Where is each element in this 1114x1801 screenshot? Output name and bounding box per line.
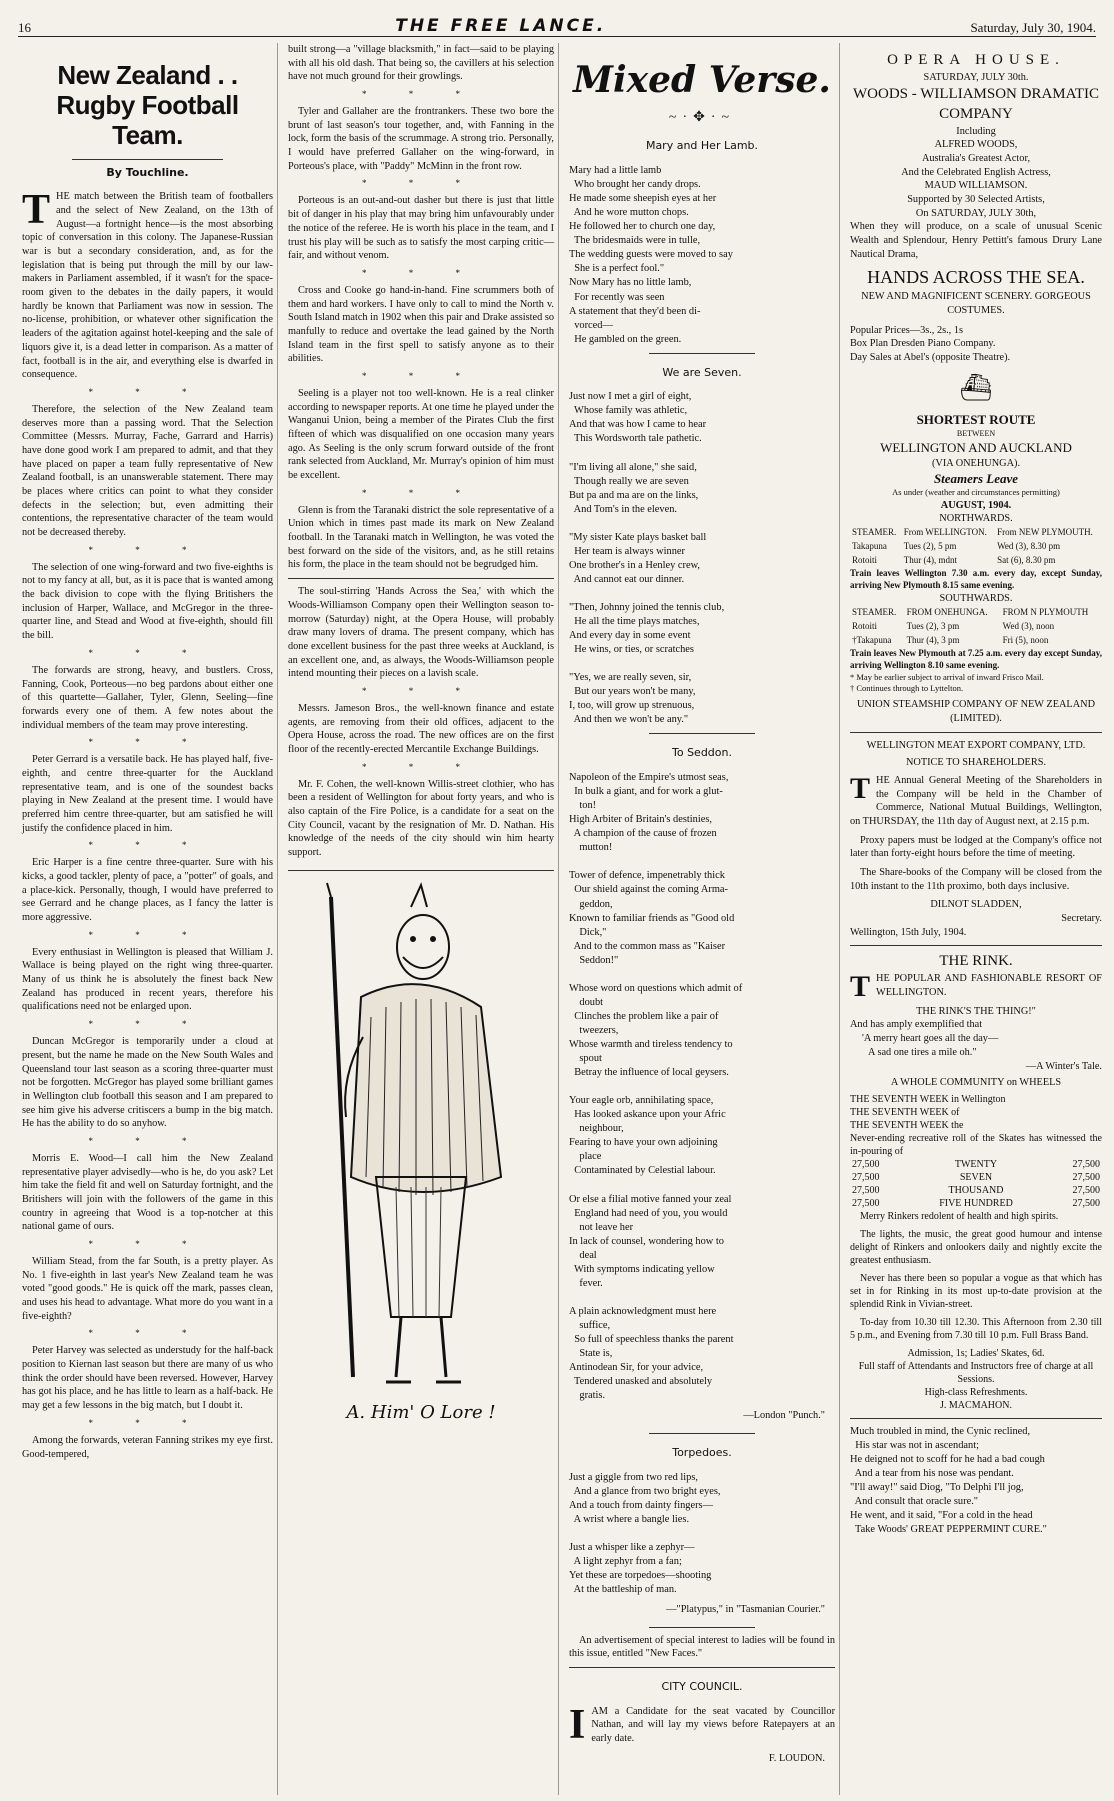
- verse-line: With symptoms indicating yellow: [569, 1263, 715, 1275]
- cynic-verse: [850, 1425, 1102, 1537]
- verse-line: [569, 855, 835, 869]
- verse-line: "Then, Johnny joined the tennis club,: [569, 602, 725, 614]
- verse-line: [569, 1527, 835, 1541]
- verse-line: "I'll away!" said Diog, "To Delphi I'll jog,: [850, 1482, 1024, 1494]
- verse-line: deal: [569, 1249, 597, 1261]
- verse-line: geddon,: [569, 898, 613, 910]
- verse-line: Just a giggle from two red lips,: [569, 1471, 699, 1483]
- verse-line: not leave her: [569, 1221, 634, 1233]
- rugby-paragraph: Seeling is a player not too well-known. He is a real clinker according to newspaper reports. At one time he played under the Wanganui Union, being a member of the Pirates Club the first fifteen of which was disqualified on one occasion many years ago. As Seeling is the only scrum forward outside of the front rank selected from Auckland, Mr. Murray's opinion of him must be excellent.: [288, 387, 554, 482]
- verse-line: The wedding guests were moved to say: [569, 249, 733, 261]
- verse-line: "Yes, we are really seven, sir,: [569, 672, 692, 684]
- verse-line: A statement that they'd been di-: [569, 305, 701, 317]
- rugby-headline: [22, 61, 273, 151]
- verse-line: A wrist where a bangle lies.: [569, 1513, 690, 1525]
- poem-torpedoes: [569, 1471, 835, 1597]
- verse-line: Yet these are torpedoes—shooting: [569, 1569, 712, 1581]
- verse-line: Just a whisper like a zephyr—: [569, 1541, 695, 1553]
- cartoon-caption: A. Him' O Lore !: [346, 1402, 496, 1424]
- ad-line: Train leaves New Plymouth at 7.25 a.m. every day except Sunday, arriving Wellington 8.10 same evening.: [850, 647, 1102, 670]
- ad-line: † Continues through to Lyttelton.: [850, 682, 964, 693]
- news-note: Mr. F. Cohen, the well-known Willis-street clothier, who has been a resident of Wellington for about forty years, and who is also captain of the Fire Police, is a candidate for a seat on the City Council, vacant by the resignation of Mr. D. Nathan. His knowledge of the needs of the city should win him hearty support.: [288, 778, 554, 859]
- verse-line: Whose family was athletic,: [569, 405, 688, 417]
- rink-title: THE RINK.: [939, 953, 1013, 970]
- verse-line: fever.: [569, 1277, 603, 1289]
- verse-line: [569, 587, 835, 601]
- verse-line: And a tear from his nose was pendant.: [850, 1468, 1014, 1480]
- ad-line: WELLINGTON MEAT EXPORT COMPANY, LTD.: [866, 739, 1086, 751]
- ad-line: J. MACMAHON.: [940, 1399, 1012, 1411]
- verse-line: And cannot eat our dinner.: [569, 573, 685, 585]
- byline: By Touchline.: [106, 165, 189, 179]
- verse-line: Our shield against the coming Arma-: [569, 884, 728, 896]
- ad-line: Admission, 1s; Ladies' Skates, 6d.: [907, 1347, 1045, 1359]
- poem-title: We are Seven.: [662, 365, 742, 379]
- ad-line: High-class Refreshments.: [924, 1386, 1028, 1398]
- verse-line: Dick,": [569, 926, 607, 938]
- verse-line: Much troubled in mind, the Cynic reclined,: [850, 1425, 1031, 1437]
- rugby-paragraph: Morris E. Wood—I call him the New Zealand representative player advisedly—who is he, do you ask? Let him take the field fit and well on Saturday fortnight, and the Britishers will join with the followers of the game in this country in agreeing that Wood is a top-notcher at this national game of ours.: [22, 1152, 273, 1233]
- rugby-paragraph: Tyler and Gallaher are the frontrankers. These two bore the brunt of last season's tour together, and, with Fanning in the lock, form the basis of the scrummage. A strong trio. Personally, I would have preferred Gallaher on the wing-forward, in Porteous's place, with "Paddy" McMinn in the front row.: [288, 106, 554, 172]
- route-title: SHORTEST ROUTE: [916, 412, 1036, 428]
- route-places: WELLINGTON AND AUCKLAND: [880, 440, 1072, 456]
- ad-line: Including: [956, 125, 996, 137]
- verse-line: Now Mary has no little lamb,: [569, 277, 692, 289]
- verse-line: doubt: [569, 996, 604, 1008]
- verse-line: Napoleon of the Empire's utmost seas,: [569, 772, 729, 784]
- ad-line: Secretary.: [1061, 913, 1102, 925]
- running-header: [18, 0, 1096, 37]
- council-text: AM a Candidate for the seat vacated by Councillor Nathan, and will lay my views before Ratepayers at an early date.: [591, 1705, 835, 1744]
- rugby-paragraph: Glenn is from the Taranaki district the sole representative of a Union which in times past made its mark on New Zealand football. In the Taranaki match in Wellington, he was voted the best forward on the side of the visitors, and, as he still retains his form, the place in the team should not be begrudged him.: [288, 504, 554, 571]
- rugby-paragraph: Every enthusiast in Wellington is pleased that William J. Wallace is being played on the right wing three-quarter. Many of us think he is absolutely the finest back New Zealand has produced in recent years, therefore his qualifications need not be enlarged upon.: [22, 946, 273, 1013]
- verse-line: And then we won't be any.": [569, 714, 689, 726]
- rugby-paragraph: Eric Harper is a fine centre three-quarter. Sure with his kicks, a good tackler, plenty of pace, a "potter" of goals, and a place-kick. Personally, though, I would have preferred to see Gerrard and he change places, as I fancy the latter is more aggressive.: [22, 857, 273, 924]
- verse-line: High Arbiter of Britain's destinies,: [569, 814, 712, 826]
- page-number: 16: [18, 20, 31, 35]
- ad-line: HE POPULAR AND FASHIONABLE RESORT OF WELLINGTON.: [876, 973, 1102, 999]
- play-title: HANDS ACROSS THE SEA.: [867, 267, 1085, 288]
- ad-line: Supported by 30 Selected Artists,: [907, 193, 1045, 205]
- rugby-paragraph: Therefore, the selection of the New Zealand team deserves more than a passing word. That the Selection Committee (Messrs. Murray, Fache, Garrard and Harris) have done good work I am prepared to admit, and that they have placed on paper a team fully representative of New Zealand football, is an unanswerable statement. There may be places where critics can point to what they consider defects in the selection; but, even admitting their contentions, the representative character of the team would not be decreased thereby.: [22, 403, 273, 539]
- verse-line: And a touch from dainty fingers—: [569, 1499, 713, 1511]
- poem-seven: [569, 390, 835, 727]
- ad-line: Popular Prices—3s., 2s., 1s: [850, 324, 963, 336]
- verse-line: Antinodean Sir, for your advice,: [569, 1362, 704, 1374]
- company-name: WOODS - WILLIAMSON DRAMATIC COMPANY: [853, 85, 1099, 122]
- ad-line: Day Sales at Abel's (opposite Theatre).: [850, 352, 1011, 364]
- verse-line: [569, 447, 835, 461]
- verse-line: For recently was seen: [569, 291, 665, 303]
- ad-line: THE SEVENTH WEEK of: [850, 1106, 960, 1118]
- verse-line: vorced—: [569, 319, 613, 331]
- headline-line-1: New Zealand . .: [57, 60, 238, 90]
- rugby-paragraph: Cross and Cooke go hand-in-hand. Fine scrummers both of them and hard workers. I have only to call to mind the North v. South Island match in 1902 when this pair and Drake assisted so manfully to reduce and overtake the lead gained by the North Island team in the first spell to satisfy anyone as to their abilities.: [288, 284, 554, 365]
- ad-line: NORTHWARDS.: [939, 513, 1013, 525]
- verse-line: And consult that oracle sure.": [850, 1496, 979, 1508]
- verse-line: And a glance from two bright eyes,: [569, 1485, 721, 1497]
- verse-line: The bridesmaids were in tulle,: [569, 235, 701, 247]
- verse-line: Has looked askance upon your Afric: [569, 1109, 726, 1121]
- verse-line: Your eagle orb, annihilating space,: [569, 1095, 714, 1107]
- masthead: THE FREE LANCE.: [395, 16, 607, 36]
- verse-line: Known to familiar friends as "Good old: [569, 912, 735, 924]
- rugby-paragraph: Porteous is an out-and-out dasher but there is just that little bit of danger in his play that may bring him unfavourably under the notice of the referee. He is worth his place in the team, and I trust his play will be such as to satisfy the most carping critic—fair, and without venom.: [288, 195, 554, 262]
- ad-line: On SATURDAY, JULY 30th,: [915, 207, 1037, 219]
- verse-line: Tower of defence, impenetrably thick: [569, 870, 725, 882]
- verse-line: Mary had a little lamb: [569, 165, 662, 177]
- ad-line: Proxy papers must be lodged at the Company's office not later than forty-eight hours before the time of meeting.: [850, 834, 1102, 860]
- verse-line: This Wordsworth tale pathetic.: [569, 433, 702, 445]
- verse-line: England had need of you, you would: [569, 1207, 728, 1219]
- verse-line: gratis.: [569, 1390, 606, 1402]
- verse-line: In bulk a giant, and for work a glut-: [569, 786, 723, 798]
- column-rugby: New Zealand . . Rugby Football Team. By Touchline. THE match between the British team of footballers and the select of New Zealand, on the 13th of August—a fortnight hence—is the most absorbing topic of conversation in this colony. The Japanese-Russian war is but a secondary consideration, and, as for the legislation that is being put through the mill by our law-makers in Parliament assembled, if it wasn't for the space-room given to the debates in the daily papers, it would hardly be known that Parliament was now in session. The no-license, prohibition, or whatever other signification the leaders of the agitation against hotel-keeping and the sale of liquors give it, is a dead letter in comparison. As a matter of fact, football is in the air, and everything else is dwarfed in consequence. * * * Therefore, the selection of the New Zealand team deserves more than a passing word. That the Selection Committee (Messrs. Murray, Fache, Garrard and Harris) have done good work I am prepared to admit, and that they have placed on paper a team fully representative of New Zealand football, is an unanswerable statement. There may be places where critics can point to what they consider defects in the selection; but, even admitting their contentions, the representative character of the team would not be decreased thereby. * * * The selection of one wing-forward and two five-eighths is not to my fancy at all, but, as it is pace that is wanted among the back division to cope with the flying Britishers the inclusion of Harper, Wallace, and McGregor in the three-quarter line, and Stead and Wood at five-eighth, should fill the bill. * * * The forwards are strong, heavy, and bustlers. Cross, Fanning, Cook, Porteous—no beg pardons about either one of this quartette—Gallaher, Tyler, Glenn, Seeling—fine forwards every one of them. A few notes about the individual members of the team may prove interesting. * * * Peter Gerrard is a versatile back. He has played half, five-eighth, and centre three-quarter for the Auckland representative team, and is one of the soundest backs playing in New Zealand at the present time. I would have preferred him centre three-quarter, but am satisfied he will justify the confidence placed in him. * * * Eric Harper is a fine centre three-quarter. Sure with his kicks, a good tackler, plenty of pace, a "potter" of goals, and a place-kick. Personally, though, I would have preferred to see Gerrard and he change places, as I fancy the latter is more aggressive. * * * Every enthusiast in Wellington is pleased that William J. Wallace is being played on the right wing three-quarter. Many of us think he is absolutely the finest back New Zealand has produced in recent years, therefore his qualifications need not be enlarged upon. * * * Duncan McGregor is temporarily under a cloud at present, but the name he made on the New South Wales and Queensland tour last season as a scoring three-quarter must not be forgotten. McGregor has played some brilliant games in Wellington club football this season and I am prepared to see him give his adverse critiscers a bump in the big match. He has the ability to do so anyhow. * * * Morris E. Wood—I call him the New Zealand representative player advisedly—who is he, do you ask? Let him take the field fit and well on Saturday fortnight, and the Britishers will join with the followers of the game in this country in agreeing that Wood is a top-notcher at this national game of ours. * * * William Stead, from the far South, is a pretty player. As No. 1 five-eighth in last year's New Zealand team he was voted "good goods." He is quick off the mark, passes clean, and uses his head to advantage. What more do you want in a five-eighth? * * * Peter Harvey was selected as understudy for the half-back position to Kiernan last season but there are many of us who think the order should have been reversed. However, Harvey has got his place, and he has little to learn as a half-back. He may get a few lessons in the big match, but I doubt it. * * * Among the forwards, veteran Fanning strikes my eye first. Good-tempered,: [18, 43, 278, 1795]
- steamship-icon: ⛴: [959, 372, 993, 402]
- verse-line: He made some sheepish eyes at her: [569, 193, 717, 205]
- ornament: ~·✥·~: [668, 109, 736, 125]
- ad-line: Box Plan Dresden Piano Company.: [850, 338, 996, 350]
- ad-line: Never-ending recreative roll of the Skates has witnessed the in-pouring of: [850, 1132, 1102, 1157]
- verse-line: In lack of counsel, wondering how to: [569, 1235, 724, 1247]
- verse-line: I, too, will grow up strenuous,: [569, 700, 695, 712]
- ad-line: Steamers Leave: [933, 471, 1019, 487]
- verse-line: [569, 968, 835, 982]
- verse-line: [569, 517, 835, 531]
- verse-line: [569, 657, 835, 671]
- ad-line: Train leaves Wellington 7.30 a.m. every day, except Sunday, arriving New Plymouth 8.15 same evening.: [850, 568, 1102, 591]
- verse-line: Contaminated by Celestial labour.: [569, 1165, 716, 1177]
- column-advertisements: [846, 43, 1106, 1795]
- verse-line: mutton!: [569, 842, 613, 854]
- council-signature: F. LOUDON.: [768, 1752, 825, 1764]
- verse-line: Whose warmth and tireless tendency to: [569, 1038, 733, 1050]
- verse-line: And every day in some event: [569, 630, 691, 642]
- verse-line: A light zephyr from a fan;: [569, 1555, 682, 1567]
- verse-line: Though really we are seven: [569, 475, 689, 487]
- verse-line: And Tom's in the eleven.: [569, 503, 678, 515]
- opera-date: SATURDAY, JULY 30th.: [923, 71, 1029, 83]
- verse-line: Take Woods' GREAT PEPPERMINT CURE.": [850, 1524, 1047, 1536]
- rugby-paragraph: The forwards are strong, heavy, and bustlers. Cross, Fanning, Cook, Porteous—no beg pardons about either one of this quartette—Gallaher, Tyler, Glenn, Seeling—fine forwards every one of them. A few notes about the individual members of the team may prove interesting.: [22, 664, 273, 731]
- verse-line: tweezers,: [569, 1024, 619, 1036]
- verse-line: [569, 1291, 835, 1305]
- ad-line: A sad one tires a mile oh.": [868, 1046, 977, 1058]
- ad-line: Full staff of Attendants and Instructors free of charge at all Sessions.: [858, 1360, 1094, 1385]
- seddon-cartoon: [291, 877, 551, 1407]
- verse-line: And to the common mass as "Kaiser: [569, 940, 726, 952]
- verse-line: State is,: [569, 1348, 613, 1360]
- poem-title: Torpedoes.: [672, 1445, 732, 1459]
- verse-line: Her team is always winner: [569, 545, 685, 557]
- verse-line: [569, 1178, 835, 1192]
- ad-line: HE Annual General Meeting of the Shareholders in the Company will be held in the Chamber of Commerce, National Mutual Buildings, Wellington, on THURSDAY, the 11th day of August next, at 2.15 p.m.: [850, 774, 1102, 827]
- column-rugby-continued: built strong—a "village blacksmith," in fact—said to be playing with all his old dash. That being so, the cavillers at his selection have not much ground for their growlings. * * * Tyler and Gallaher are the frontrankers. These two bore the brunt of last season's tour together, and, with Fanning in the lock, form the basis of the scrummage. A strong trio. Personally, I would have preferred Gallaher on the wing-forward, in Porteous's place, with "Paddy" McMinn in the front row. * * * Porteous is an out-and-out dasher but there is just that little bit of danger in his play that may bring him unfavourably under the notice of the referee. He is worth his place in the team, and I trust his play will be such as to satisfy the most carping critic—fair, and without venom. * * * Cross and Cooke go hand-in-hand. Fine scrummers both of them and hard workers. I have only to call to mind the North v. South Island match in 1902 when this pair and Drake assisted so manfully to reduce and overtake the lead gained by the North Island team in the first spell to satisfy anyone as to their abilities. * * * Seeling is a player not too well-known. He is a real clinker according to newspaper reports. At one time he played under the Wanganui Union, being a member of the Pirates Club the first fifteen of which was disqualified on one occasion many years ago. As Seeling is the only scrum forward outside of the front rank selected from Auckland, Mr. Murray's opinion of him must be excellent. * * * Glenn is from the Taranaki district the sole representative of a Union which in times past made its mark on New Zealand football. In the Taranaki match in Wellington, he was voted the best forward on the side of the visitors, and, as he still retains his form, the place in the team should not be begrudged him. The soul-stirring 'Hands Across the Sea,' with which the Woods-Williamson Company open their Wellington season to-morrow (Saturday) night, at the Opera House, will probably draw many lovers of drama. The present company, which has done excellent business for the past three weeks at Auckland, is an excellent one, and, as always, the Woods-Williamson people intend mounting their pieces on a lavish scale. * * * Messrs. Jameson Bros., the well-known finance and estate agents, are removing from their old offices, adjacent to the Opera House, across the road. The new offices are on the first floor of the recently-erected Mercantile Exchange Buildings. * * * Mr. F. Cohen, the well-known Willis-street clothier, who has been a resident of Wellington for about forty years, and who is also captain of the Fire Police, is a candidate for a seat on the City Council, vacant by the resignation of Mr. D. Nathan. His knowledge of the needs of the city should win him hearty support. A. Him' O Lore !: [284, 43, 559, 1795]
- ad-line: NOTICE TO SHAREHOLDERS.: [905, 757, 1047, 769]
- verse-line: He went, and it said, "For a cold in the head: [850, 1510, 1033, 1522]
- verse-line: She is a perfect fool.": [569, 263, 665, 275]
- ad-line: UNION STEAMSHIP COMPANY OF NEW ZEALAND (LIMITED).: [856, 699, 1096, 724]
- verse-line: Fearing to have your own adjoining: [569, 1137, 718, 1149]
- verse-line: "My sister Kate plays basket ball: [569, 531, 707, 543]
- mixed-verse-title: Mixed Verse.: [573, 59, 831, 101]
- verse-line: He all the time plays matches,: [569, 616, 700, 628]
- verse-line: But pa and ma are on the links,: [569, 489, 699, 501]
- ad-line: SOUTHWARDS.: [939, 593, 1013, 604]
- dropcap: T: [22, 187, 51, 234]
- ad-line: AUGUST, 1904.: [940, 499, 1012, 511]
- ad-line: Merry Rinkers redolent of health and high spirits.: [860, 1210, 1059, 1222]
- poem-credit: —London "Punch.": [743, 1410, 825, 1422]
- issue-date: Saturday, July 30, 1904.: [970, 20, 1096, 35]
- verse-line: [569, 1080, 835, 1094]
- ad-line: THE RINK'S THE THING!": [916, 1005, 1036, 1017]
- ad-line: As under (weather and circumstances permitting): [892, 487, 1060, 498]
- southwards-table: STEAMER. FROM ONEHUNGA. FROM N PLYMOUTH Rotoiti Tues (2), 3 pm Wed (3), noon †Takapuna Thur (4), 3 pm Fri (5), noon: [852, 606, 1089, 645]
- verse-line: "I'm living all alone," she said,: [569, 461, 697, 473]
- ad-line: (VIA ONEHUNGA).: [931, 457, 1021, 469]
- verse-line: And he wore mutton chops.: [569, 207, 689, 219]
- rugby-paragraph: William Stead, from the far South, is a pretty player. As No. 1 five-eighth in last year's New Zealand team he was voted "good goods." He is quick off the mark, passes clean, and uses his head to advantage. What more do you want in a five-eighth?: [22, 1256, 273, 1322]
- verse-line: He wins, or ties, or scratches: [569, 644, 694, 656]
- verse-line: And that was how I came to hear: [569, 419, 707, 431]
- ad-line: When they will produce, on a scale of unusual Scenic Wealth and Splendour, Henry Pettitt's famous Drury Lane Nautical Drama,: [850, 221, 1102, 260]
- poem-title: Mary and Her Lamb.: [645, 139, 759, 153]
- verse-line: ton!: [569, 800, 597, 812]
- ad-line: NEW AND MAGNIFICENT SCENERY. GORGEOUS COSTUMES.: [861, 291, 1091, 316]
- ad-line: Australia's Greatest Actor,: [921, 152, 1031, 164]
- rugby-paragraph: Peter Gerrard is a versatile back. He has played half, five-eighth, and centre three-quarter for the Auckland representative team, and is one of the soundest backs playing in New Zealand at the present time. I would have preferred him centre three-quarter, but am satisfied he will justify the confidence placed in him.: [22, 754, 273, 834]
- ad-line: * May be earlier subject to arrival of inward Frisco Mail.: [850, 671, 1044, 682]
- ad-line: Wellington, 15th July, 1904.: [850, 926, 967, 938]
- ad-line: And has amply exemplified that: [850, 1019, 983, 1031]
- ad-line: THE SEVENTH WEEK the: [850, 1119, 964, 1131]
- ad-line: BETWEEN: [956, 428, 996, 438]
- verse-line: A plain acknowledgment must here: [569, 1305, 717, 1317]
- news-note: The soul-stirring 'Hands Across the Sea,' with which the Woods-Williamson Company open their Wellington season to-morrow (Saturday) night, at the Opera House, will probably draw many lovers of drama. The present company, which has done excellent business for the past three weeks at Auckland, is an excellent one, and, as always, the Woods-Williamson people intend mounting their pieces on a lavish scale.: [288, 586, 554, 680]
- rugby-paragraph: The selection of one wing-forward and two five-eighths is not to my fancy at all, but, as it is pace that is wanted among the back division to cope with the flying Britishers the inclusion of Harper, Wallace, and McGregor in the three-quarter line, and Stead and Wood at five-eighth, should fill the bill.: [22, 561, 273, 642]
- verse-line: One brother's in a Henley crew,: [569, 559, 701, 571]
- verse-line: He followed her to church one day,: [569, 221, 716, 233]
- verse-line: neighbour,: [569, 1123, 624, 1135]
- ad-line: MAUD WILLIAMSON.: [924, 180, 1028, 192]
- verse-line: His star was not in ascendant;: [850, 1439, 979, 1451]
- verse-line: Who brought her candy drops.: [569, 179, 701, 191]
- ad-line: Never has there been so popular a vogue as that which has set in for Rinking in its most up-to-date provision at the splendid Rink in Vivian-street.: [850, 1272, 1102, 1310]
- cartoon-illustration: [288, 870, 554, 1426]
- verse-line: He gambled on the green.: [569, 333, 682, 345]
- opera-house-title: OPERA HOUSE.: [887, 52, 1065, 68]
- verse-line: place: [569, 1151, 602, 1163]
- verse-line: Or else a filial motive fanned your zeal: [569, 1193, 732, 1205]
- rugby-paragraph: Among the forwards, veteran Fanning strikes my eye first. Good-tempered,: [22, 1434, 273, 1460]
- verse-line: Whose word on questions which admit of: [569, 982, 743, 994]
- advert-notice: An advertisement of special interest to ladies will be found in this issue, entitled "New Faces.": [569, 1634, 835, 1660]
- poem-credit: —"Platypus," in "Tasmanian Courier.": [666, 1603, 825, 1615]
- rugby-paragraph: Peter Harvey was selected as understudy for the half-back position to Kiernan last season but there are many of us who think the order should have been reversed. However, Harvey has got his place, and he has little to learn as a half-back. He may get a few lessons in the big match, but I doubt it.: [22, 1345, 273, 1412]
- verse-line: Just now I met a girl of eight,: [569, 391, 692, 403]
- council-title: CITY COUNCIL.: [661, 1680, 743, 1693]
- poem-seddon: [569, 771, 835, 1403]
- rugby-paragraph: built strong—a "village blacksmith," in fact—said to be playing with all his old dash. That being so, the cavillers at his selection have not much ground for their growlings.: [288, 44, 554, 83]
- verse-line: Betray the influence of local geysers.: [569, 1067, 729, 1079]
- news-note: Messrs. Jameson Bros., the well-known finance and estate agents, are removing from their old offices, adjacent to the Opera House, across the road. The new offices are on the first floor of the recently-erected Mercantile Exchange Buildings.: [288, 702, 554, 755]
- dropcap: T: [850, 771, 871, 805]
- ad-line: —A Winter's Tale.: [1025, 1060, 1102, 1072]
- ad-line: DILNOT SLADDEN,: [930, 899, 1022, 911]
- verse-line: spout: [569, 1053, 602, 1065]
- ad-line: To-day from 10.30 till 12.30. This Afternoon from 2.30 till 5 p.m., and Evening from 7.30 till 10 p.m. Full Brass Band.: [850, 1316, 1102, 1341]
- verse-line: suffice,: [569, 1319, 611, 1331]
- verse-line: He deigned not to scoff for he had a bad cough: [850, 1453, 1045, 1465]
- ad-line: And the Celebrated English Actress,: [901, 166, 1051, 178]
- verse-line: A champion of the cause of frozen: [569, 828, 717, 840]
- northwards-table: STEAMER. From WELLINGTON. From NEW PLYMOUTH. Takapuna Tues (2), 5 pm Wed (3), 8.30 pm Rotoiti Thur (4), mdnt Sat (6), 8.30 pm: [852, 527, 1093, 566]
- verse-line: At the battleship of man.: [569, 1583, 677, 1595]
- dropcap: I: [569, 1701, 586, 1748]
- verse-line: Clinches the problem like a pair of: [569, 1010, 719, 1022]
- verse-line: Seddon!": [569, 954, 619, 966]
- dropcap: T: [850, 970, 871, 1004]
- rugby-paragraph: Duncan McGregor is temporarily under a cloud at present, but the name he made on the New South Wales and Queensland tour last season as a scoring three-quarter must not be forgotten. McGregor has played some brilliant games in Wellington club football this season and I am prepared to see him give his adverse critiscers a bump in the big match. He has the ability to do so anyhow.: [22, 1036, 273, 1130]
- ad-line: A WHOLE COMMUNITY on WHEELS: [890, 1077, 1062, 1089]
- verse-line: So full of speechless thanks the parent: [569, 1333, 734, 1345]
- rugby-paragraph: HE match between the British team of footballers and the select of New Zealand, on the 13th of August—a fortnight hence—is the most absorbing topic of conversation in this colony. The Japanese-Russian war is but a secondary consideration, and, as for the legislation that is being put through the mill by our law-makers in Parliament assembled, if it wasn't for the space-room given to the debates in the daily papers, it would hardly be known that Parliament was now in session. The no-license, prohibition, or whatever other signification the leaders of the agitation against hotel-keeping and the sale of liquors give it, is a dead letter in comparison. As a matter of fact, football is in the air, and everything else is dwarfed in consequence.: [22, 191, 273, 381]
- column-mixed-verse: [565, 43, 840, 1795]
- verse-line: Tendered unasked and absolutely: [569, 1376, 713, 1388]
- poem-title: To Seddon.: [672, 746, 732, 760]
- ad-line: 'A merry heart goes all the day—: [862, 1033, 999, 1045]
- poem-mary: [569, 164, 835, 347]
- ad-line: The Share-books of the Company will be closed from the 10th instant to the 11th proximo, both days inclusive.: [850, 867, 1102, 892]
- ad-line: The lights, the music, the great good humour and intense delight of Rinkers and onlookers daily and nightly excite the greatest enthusiasm.: [850, 1228, 1102, 1266]
- verse-line: But our years won't be many,: [569, 686, 696, 698]
- skater-tally: 27,500 TWENTY 27,500 27,500 SEVEN 27,500 27,500 THOUSAND 27,500 27,500 FIVE HUNDRED 27,500: [852, 1158, 1100, 1209]
- ad-line: THE SEVENTH WEEK in Wellington: [850, 1093, 1006, 1105]
- ad-line: ALFRED WOODS,: [934, 139, 1018, 151]
- headline-line-2: Rugby Football Team.: [56, 89, 239, 150]
